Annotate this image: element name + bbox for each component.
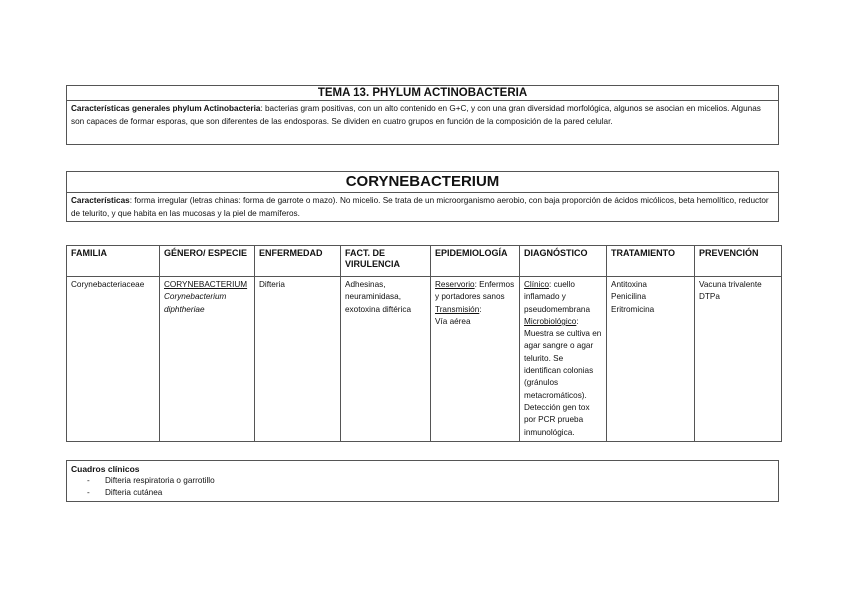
cell-genero xyxy=(160,277,255,442)
prevencion-item: Vacuna trivalente xyxy=(699,280,762,289)
header-diagnostico: DIAGNÓSTICO xyxy=(520,246,607,277)
genus-label: Características xyxy=(71,196,130,205)
header-tratamiento: TRATAMIENTO xyxy=(607,246,695,277)
table-row xyxy=(67,277,782,442)
header-enfermedad: ENFERMEDAD xyxy=(255,246,341,277)
tema-box xyxy=(66,85,779,145)
header-virulencia: FACT. DE VIRULENCIA xyxy=(341,246,431,277)
cuadros-list xyxy=(67,475,778,499)
tratamiento-item: Penicilina xyxy=(611,292,647,302)
genus-name: CORYNEBACTERIUM xyxy=(164,280,248,289)
cell-enfermedad: Difteria xyxy=(255,277,341,442)
cell-epidemiologia xyxy=(431,277,520,442)
micro-label: Microbiológico xyxy=(524,316,577,326)
list-item xyxy=(87,475,778,487)
cell-tratamiento xyxy=(607,277,695,442)
micro-text: : Muestra se cultiva en agar sangre o agar telurito. Se identifican colonias (gránulos metacromáticos). Detección gen tox por PCR prueba inmunológica. xyxy=(524,316,602,437)
bullet-dash: - xyxy=(87,488,90,497)
reservorio-text: : Enfermos y portadores sanos xyxy=(435,280,515,302)
cell-virulencia: Adhesinas, neuraminidasa, exotoxina diftérica xyxy=(341,277,431,442)
genus-text: : forma irregular (letras chinas: forma de garrote o mazo). No micelio. Se trata de un microorganismo aerobio, con baja proporción de ácidos micólicos, beta hemolítico, reductor de telurito, y que habita en las mucosas y la piel de mamíferos. xyxy=(71,196,769,218)
list-item xyxy=(87,487,778,499)
tratamiento-item: Antitoxina xyxy=(611,280,647,289)
tratamiento-item: Eritromicina xyxy=(611,304,655,314)
table-header-row xyxy=(67,246,782,277)
bacteria-table xyxy=(66,245,782,442)
clinico-text: : cuello inflamado y pseudomembrana xyxy=(524,280,590,314)
transmision-label: Transmisión xyxy=(435,304,480,314)
cell-diagnostico xyxy=(520,277,607,442)
genus-description xyxy=(67,193,778,222)
genus-title: CORYNEBACTERIUM xyxy=(67,172,778,193)
clinico-label: Clínico xyxy=(524,280,550,289)
tema-text: : bacterias gram positivas, con un alto contenido en G+C, y con una gran diversidad morfológica, algunos se asocian en micelios. Algunas son capaces de formar esporas, que son diferentes de las endosporas. Se dividen en cuatro grupos en función de la composición de la pared celular. xyxy=(71,104,761,126)
header-epidemiologia: EPIDEMIOLOGÍA xyxy=(431,246,520,277)
species-name: Corynebacterium diphtheriae xyxy=(164,292,227,314)
tema-description xyxy=(67,101,778,130)
list-item-text: Difteria respiratoria o garrotillo xyxy=(105,476,215,485)
cell-prevencion xyxy=(695,277,782,442)
reservorio-label: Reservorio xyxy=(435,280,475,289)
cuadros-title: Cuadros clínicos xyxy=(71,464,140,474)
tema-label: Características generales phylum Actinobacteria xyxy=(71,104,261,113)
cell-familia: Corynebacteriaceae xyxy=(67,277,160,442)
header-genero: GÉNERO/ ESPECIE xyxy=(160,246,255,277)
transmision-text: Vía aérea xyxy=(435,316,471,326)
list-item-text: Difteria cutánea xyxy=(105,488,163,497)
header-prevencion: PREVENCIÓN xyxy=(695,246,782,277)
bullet-dash: - xyxy=(87,476,90,485)
genus-box xyxy=(66,171,779,222)
tema-title: TEMA 13. PHYLUM ACTINOBACTERIA xyxy=(67,86,778,101)
prevencion-item: DTPa xyxy=(699,292,720,302)
header-familia: FAMILIA xyxy=(67,246,160,277)
transmision-colon: : xyxy=(479,304,482,314)
cuadros-box xyxy=(66,460,779,502)
